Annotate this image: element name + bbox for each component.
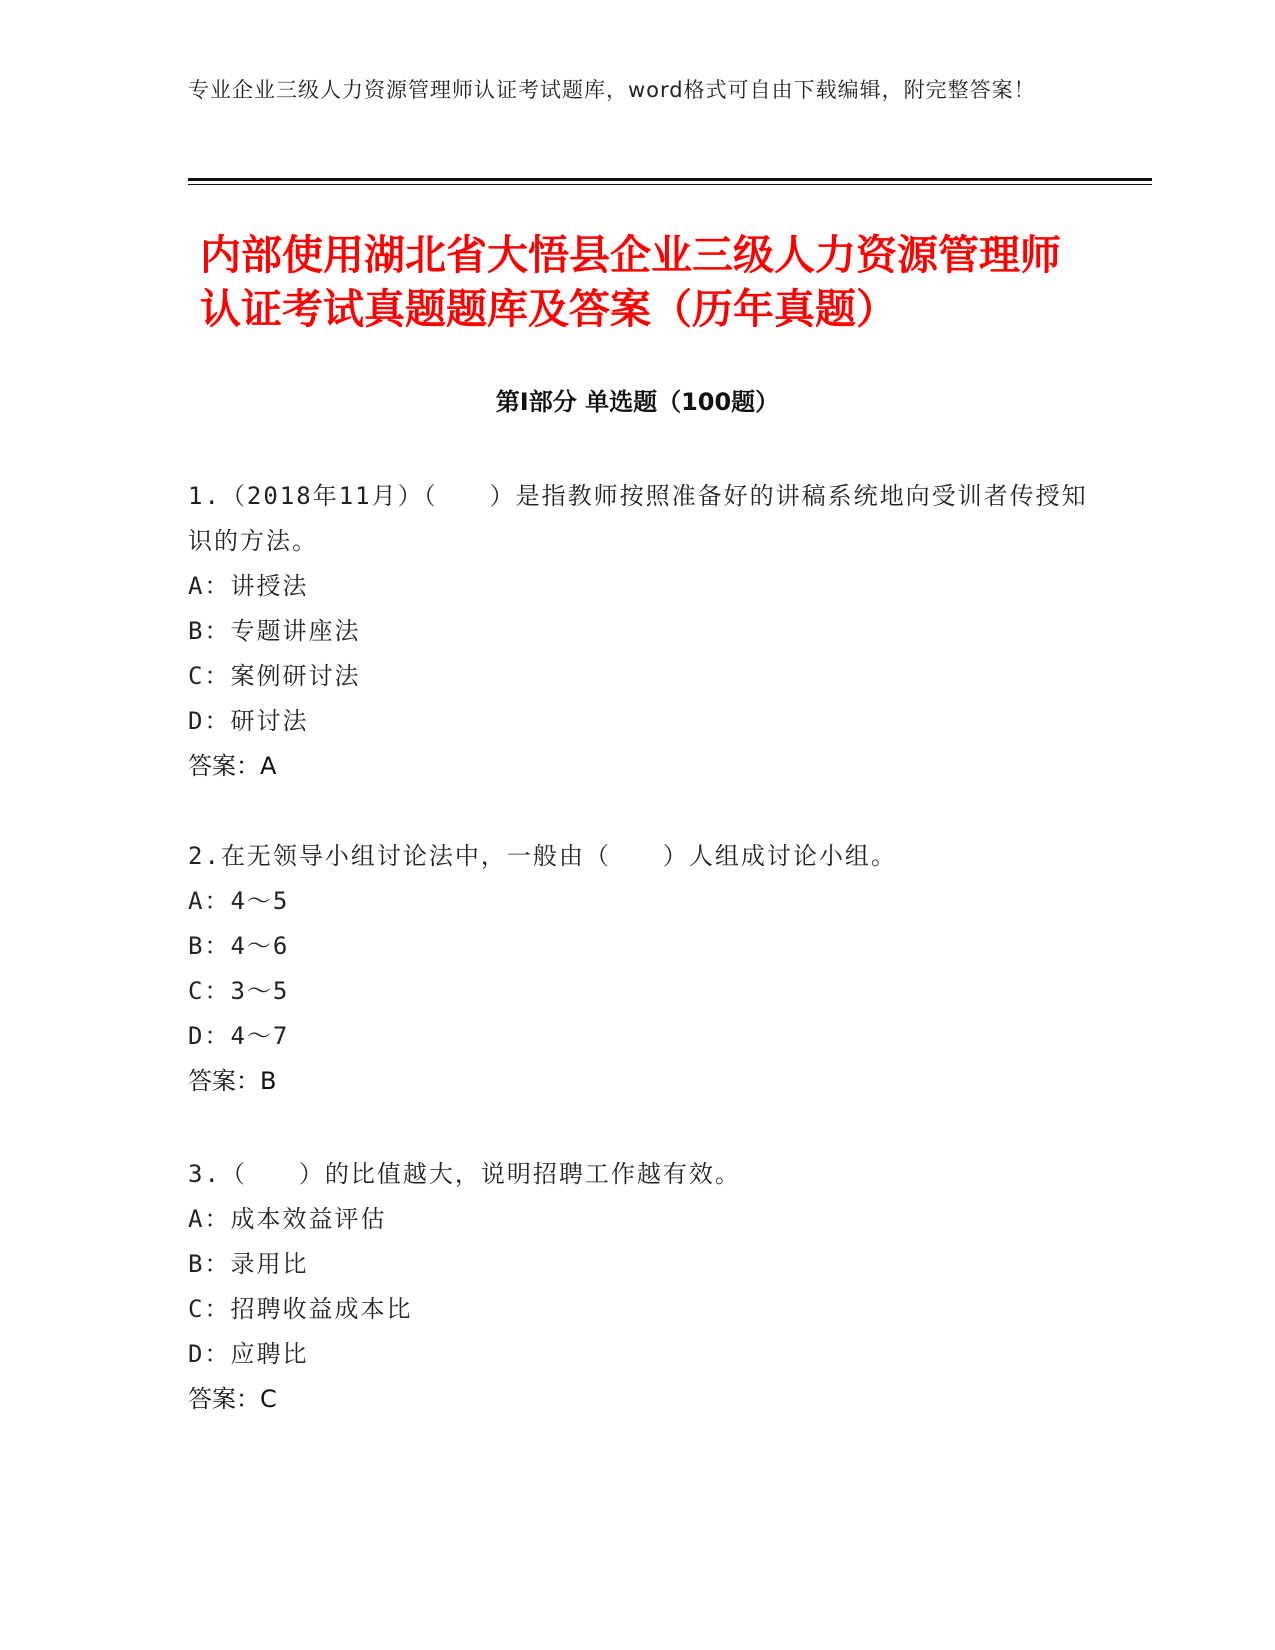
option-d: D：研讨法 — [188, 707, 309, 735]
question-stem: 1.（2018年11月）（ ）是指教师按照准备好的讲稿系统地向受训者传授知识的方法。 — [188, 482, 1088, 555]
section-heading: 第Ⅰ部分 单选题（100题） — [495, 388, 780, 416]
option-a: A：成本效益评估 — [188, 1205, 387, 1233]
question-2 — [188, 834, 1088, 1104]
option-a: A：讲授法 — [188, 572, 309, 600]
option-c: C：3～5 — [188, 977, 290, 1005]
option-b: B：4～6 — [188, 932, 290, 960]
header-divider-thin — [188, 184, 1152, 185]
option-d: D：4～7 — [188, 1022, 290, 1050]
option-a: A：4～5 — [188, 887, 290, 915]
option-b: B：录用比 — [188, 1250, 309, 1278]
question-1 — [188, 474, 1088, 789]
option-d: D：应聘比 — [188, 1340, 309, 1368]
question-stem: 2.在无领导小组讨论法中，一般由（ ）人组成讨论小组。 — [188, 842, 897, 870]
option-b: B：专题讲座法 — [188, 617, 361, 645]
answer-line: 答案：A — [188, 752, 277, 780]
document-title: 内部使用湖北省大悟县企业三级人力资源管理师认证考试真题题库及答案（历年真题） — [200, 231, 1061, 333]
question-3 — [188, 1152, 1088, 1422]
option-c: C：案例研讨法 — [188, 662, 361, 690]
header-note: 专业企业三级人力资源管理师认证考试题库，word格式可自由下载编辑，附完整答案！ — [188, 78, 1036, 102]
question-stem: 3.（ ）的比值越大，说明招聘工作越有效。 — [188, 1160, 741, 1188]
answer-line: 答案：B — [188, 1067, 277, 1095]
header-divider-thick — [188, 178, 1152, 181]
option-c: C：招聘收益成本比 — [188, 1295, 413, 1323]
answer-line: 答案：C — [188, 1385, 277, 1413]
